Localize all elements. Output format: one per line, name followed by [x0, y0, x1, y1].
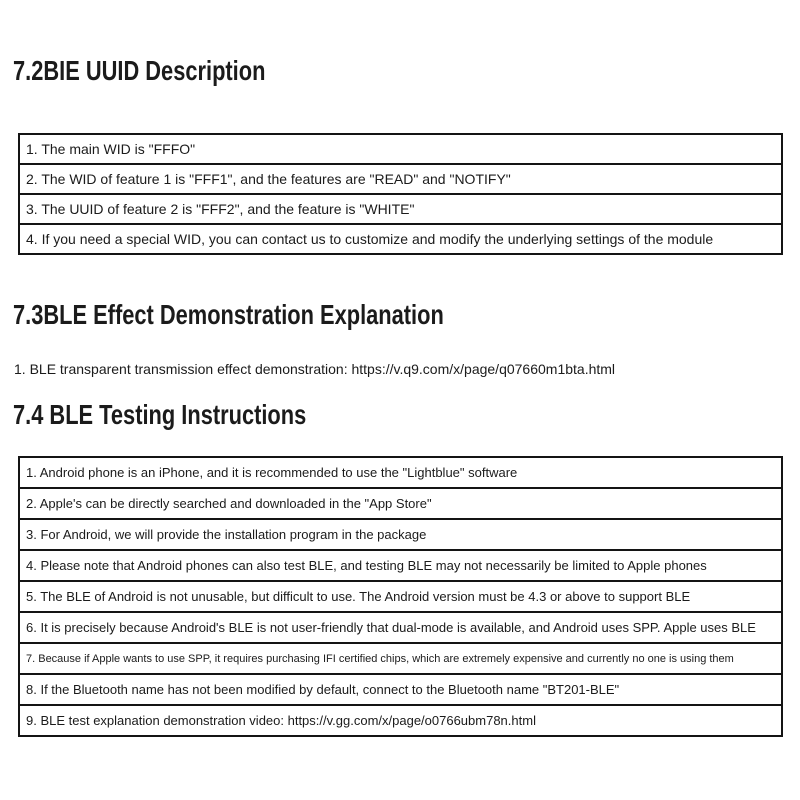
table-row: 4. If you need a special WID, you can contact us to customize and modify the underlying settings of the module: [20, 223, 781, 253]
table-row: 4. Please note that Android phones can also test BLE, and testing BLE may not necessarily be limited to Apple phones: [20, 549, 781, 580]
table-row: 8. If the Bluetooth name has not been modified by default, connect to the Bluetooth name "BT201-BLE": [20, 673, 781, 704]
section-title-7-2-bie-uuid-description: 7.2BIE UUID Description: [13, 55, 266, 86]
section-title-7-3-ble-effect-demonstration: 7.3BLE Effect Demonstration Explanation: [13, 299, 444, 330]
section-title-7-4-ble-testing-instructions: 7.4 BLE Testing Instructions: [13, 399, 307, 430]
table-row: 9. BLE test explanation demonstration video: https://v.gg.com/x/page/o0766ubm78n.html: [20, 704, 781, 735]
table-row: 3. For Android, we will provide the installation program in the package: [20, 518, 781, 549]
table-row: 2. Apple's can be directly searched and downloaded in the "App Store": [20, 487, 781, 518]
table-row: 3. The UUID of feature 2 is "FFF2", and the feature is "WHITE": [20, 193, 781, 223]
table-row: 7. Because if Apple wants to use SPP, it requires purchasing IFI certified chips, which are extremely expensive and currently no one is using them: [20, 642, 781, 673]
table-row: 2. The WID of feature 1 is "FFF1", and the features are "READ" and "NOTIFY": [20, 163, 781, 193]
table-row: 6. It is precisely because Android's BLE is not user-friendly that dual-mode is available, and Android uses SPP. Apple uses BLE: [20, 611, 781, 642]
table-row: 1. Android phone is an iPhone, and it is recommended to use the "Lightblue" software: [26, 465, 518, 480]
table-row: 1. The main WID is "FFFO": [26, 141, 196, 157]
ble-demo-link-line: 1. BLE transparent transmission effect demonstration: https://v.q9.com/x/page/q07660m1bta.html: [14, 361, 616, 377]
ble-testing-instructions-table: [18, 456, 783, 737]
table-row: 5. The BLE of Android is not unusable, but difficult to use. The Android version must be 4.3 or above to support BLE: [20, 580, 781, 611]
uuid-description-table: [18, 133, 783, 255]
